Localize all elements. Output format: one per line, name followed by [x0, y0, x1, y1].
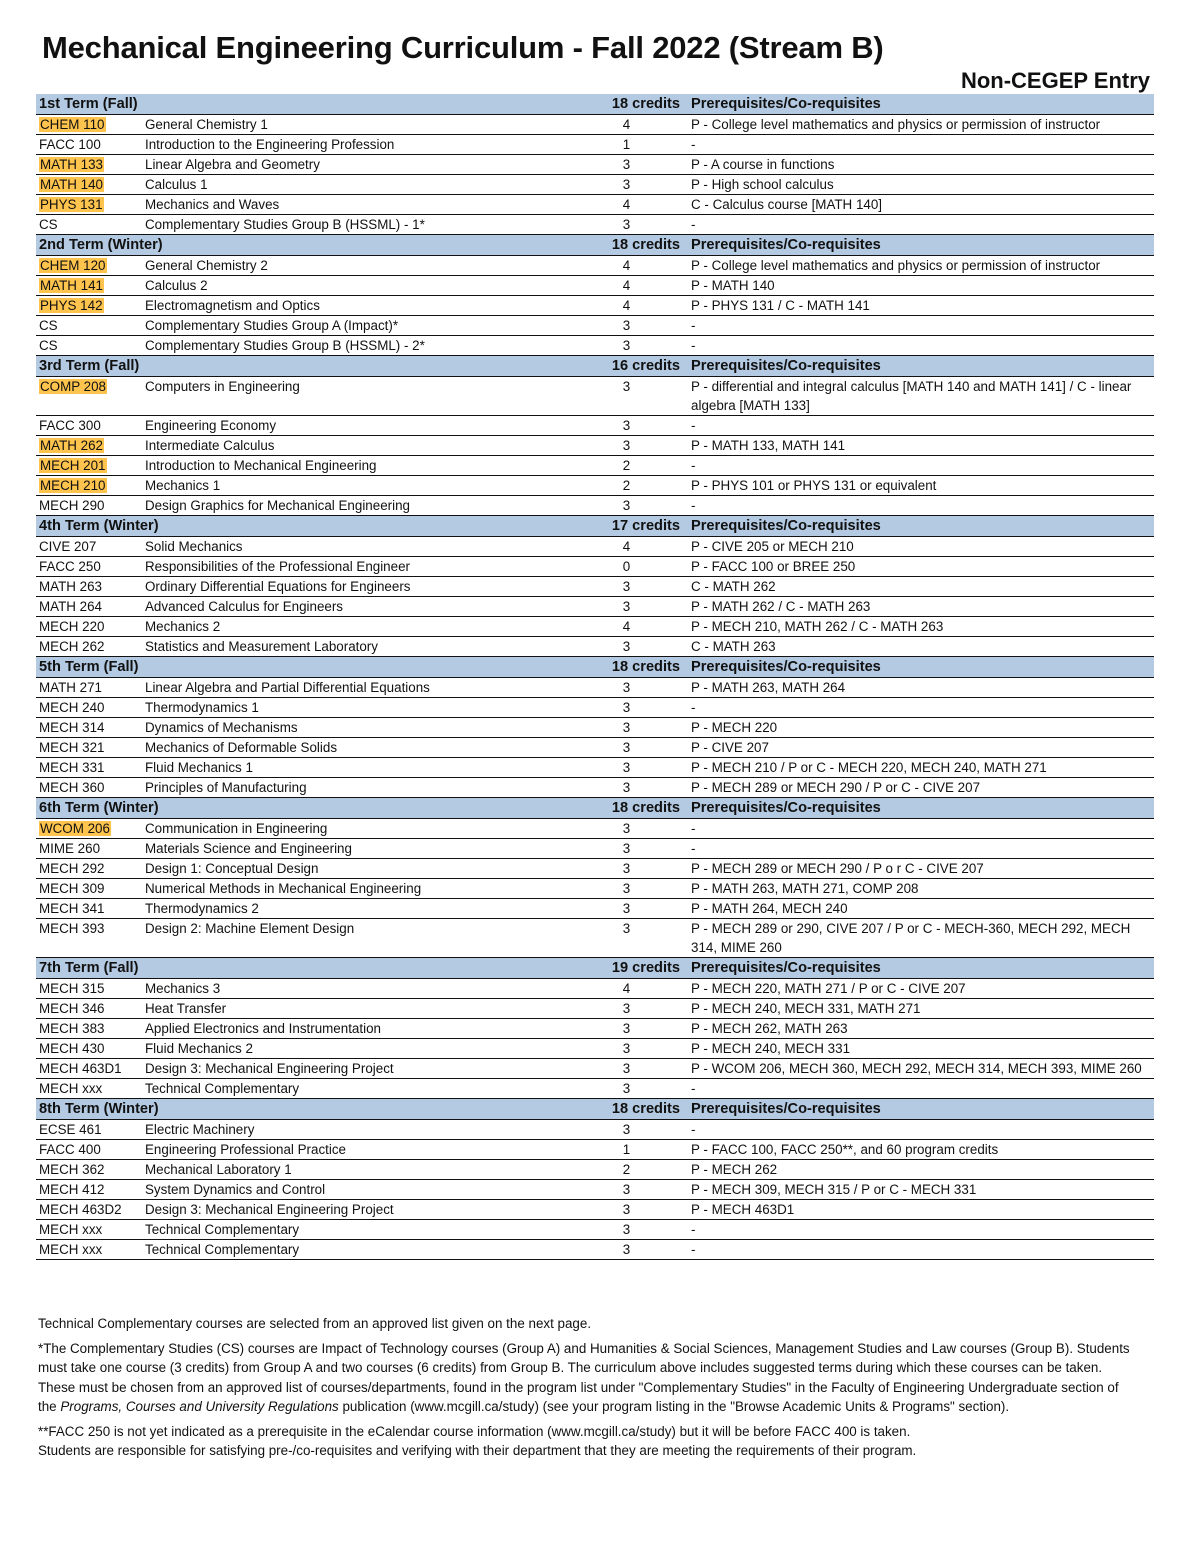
course-row [36, 1240, 1154, 1260]
course-title: Dynamics of Mechanisms [142, 718, 562, 738]
page-title: Mechanical Engineering Curriculum - Fall 2022 (Stream B) [42, 30, 884, 65]
course-title: Engineering Professional Practice [142, 1140, 562, 1160]
course-code: MECH 463D2 [36, 1200, 142, 1220]
course-row [36, 557, 1154, 577]
course-prereq: P - High school calculus [688, 175, 1154, 195]
course-prereq: - [688, 1079, 1154, 1099]
course-title: Computers in Engineering [142, 377, 562, 416]
highlighted-course-code: CHEM 120 [40, 258, 106, 273]
course-row [36, 999, 1154, 1019]
course-code: FACC 250 [36, 557, 142, 577]
course-title: Introduction to the Engineering Profession [142, 135, 562, 155]
course-credits: 0 [562, 557, 688, 577]
term-credits: 18 credits [562, 94, 688, 115]
course-code: MECH 314 [36, 718, 142, 738]
course-row [36, 758, 1154, 778]
course-prereq: P - MATH 140 [688, 276, 1154, 296]
course-code: MECH 360 [36, 778, 142, 798]
term-credits: 18 credits [562, 657, 688, 678]
course-code: CS [36, 316, 142, 336]
course-prereq: - [688, 1220, 1154, 1240]
course-code [36, 195, 142, 215]
course-credits: 3 [562, 999, 688, 1019]
course-code: MECH 292 [36, 859, 142, 879]
term-header-row [36, 798, 1154, 819]
course-row [36, 1039, 1154, 1059]
term-header-row [36, 1099, 1154, 1120]
course-credits: 3 [562, 416, 688, 436]
course-credits: 1 [562, 1140, 688, 1160]
course-row [36, 175, 1154, 195]
note-cs-publication: Programs, Courses and University Regulations [60, 1398, 339, 1414]
course-row [36, 819, 1154, 839]
note-technical-complementary: Technical Complementary courses are selected from an approved list given on the next page. [38, 1316, 592, 1331]
course-code: MECH 262 [36, 637, 142, 657]
course-code [36, 436, 142, 456]
course-prereq: P - MECH 220 [688, 718, 1154, 738]
term-credits: 19 credits [562, 958, 688, 979]
course-row [36, 1200, 1154, 1220]
course-title: Ordinary Differential Equations for Engineers [142, 577, 562, 597]
course-code: FACC 300 [36, 416, 142, 436]
course-prereq: - [688, 456, 1154, 476]
course-credits: 3 [562, 718, 688, 738]
course-prereq: - [688, 215, 1154, 235]
course-credits: 3 [562, 758, 688, 778]
course-code: MECH 240 [36, 698, 142, 718]
course-row [36, 296, 1154, 316]
course-credits: 3 [562, 496, 688, 516]
course-title: Technical Complementary [142, 1240, 562, 1260]
term-credits: 17 credits [562, 516, 688, 537]
course-row [36, 577, 1154, 597]
course-row [36, 336, 1154, 356]
course-row [36, 899, 1154, 919]
course-title: Solid Mechanics [142, 537, 562, 557]
term-header-row [36, 958, 1154, 979]
course-code: MECH 321 [36, 738, 142, 758]
course-title: Communication in Engineering [142, 819, 562, 839]
course-row [36, 215, 1154, 235]
prereq-header: Prerequisites/Co-requisites [688, 958, 1154, 979]
course-prereq: C - MATH 263 [688, 637, 1154, 657]
course-row [36, 155, 1154, 175]
course-title: Linear Algebra and Partial Differential Equations [142, 678, 562, 698]
course-credits: 3 [562, 377, 688, 416]
course-code: MECH 315 [36, 979, 142, 999]
course-title: Technical Complementary [142, 1079, 562, 1099]
highlighted-course-code: MATH 133 [40, 157, 104, 172]
course-credits: 4 [562, 256, 688, 276]
highlighted-course-code: PHYS 131 [40, 197, 103, 212]
term-label: 3rd Term (Fall) [36, 356, 562, 377]
course-row [36, 276, 1154, 296]
course-credits: 2 [562, 1160, 688, 1180]
course-prereq: - [688, 1120, 1154, 1140]
course-code: MECH xxx [36, 1240, 142, 1260]
course-prereq: P - WCOM 206, MECH 360, MECH 292, MECH 314, MECH 393, MIME 260 [688, 1059, 1154, 1079]
highlighted-course-code: CHEM 110 [40, 117, 105, 132]
note-cs-part2: publication (www.mcgill.ca/study) (see your program listing in the "Browse Academic Units & Programs" section). [342, 1398, 1010, 1414]
term-label: 6th Term (Winter) [36, 798, 562, 819]
course-row [36, 879, 1154, 899]
course-prereq: P - FACC 100 or BREE 250 [688, 557, 1154, 577]
course-prereq: P - PHYS 131 / C - MATH 141 [688, 296, 1154, 316]
course-code: ECSE 461 [36, 1120, 142, 1140]
prereq-header: Prerequisites/Co-requisites [688, 1099, 1154, 1120]
course-row [36, 1059, 1154, 1079]
course-credits: 3 [562, 859, 688, 879]
course-credits: 3 [562, 819, 688, 839]
course-title: Thermodynamics 2 [142, 899, 562, 919]
course-title: Fluid Mechanics 2 [142, 1039, 562, 1059]
course-credits: 3 [562, 155, 688, 175]
course-title: Mechanics 1 [142, 476, 562, 496]
course-prereq: C - MATH 262 [688, 577, 1154, 597]
course-prereq: P - College level mathematics and physics or permission of instructor [688, 256, 1154, 276]
course-title: Design 3: Mechanical Engineering Project [142, 1200, 562, 1220]
course-prereq: P - MATH 133, MATH 141 [688, 436, 1154, 456]
course-credits: 4 [562, 276, 688, 296]
course-credits: 4 [562, 979, 688, 999]
course-title: Calculus 1 [142, 175, 562, 195]
highlighted-course-code: WCOM 206 [40, 821, 110, 836]
course-credits: 2 [562, 456, 688, 476]
course-code [36, 476, 142, 496]
course-title: Electric Machinery [142, 1120, 562, 1140]
course-prereq: - [688, 698, 1154, 718]
course-title: Mechanics and Waves [142, 195, 562, 215]
course-code [36, 155, 142, 175]
course-row [36, 1079, 1154, 1099]
course-prereq: P - MECH 240, MECH 331 [688, 1039, 1154, 1059]
course-title: Mechanical Laboratory 1 [142, 1160, 562, 1180]
course-prereq: P - MATH 264, MECH 240 [688, 899, 1154, 919]
course-code: MECH xxx [36, 1220, 142, 1240]
course-credits: 3 [562, 899, 688, 919]
course-credits: 1 [562, 135, 688, 155]
course-prereq: P - MATH 263, MATH 271, COMP 208 [688, 879, 1154, 899]
course-credits: 3 [562, 436, 688, 456]
course-title: System Dynamics and Control [142, 1180, 562, 1200]
course-code: FACC 100 [36, 135, 142, 155]
course-code: CS [36, 215, 142, 235]
highlighted-course-code: COMP 208 [40, 379, 106, 394]
term-label: 2nd Term (Winter) [36, 235, 562, 256]
curriculum-table-body [36, 94, 1154, 1260]
course-code [36, 175, 142, 195]
course-code: MATH 263 [36, 577, 142, 597]
course-prereq: P - A course in functions [688, 155, 1154, 175]
course-prereq: P - MECH 289 or 290, CIVE 207 / P or C - MECH-360, MECH 292, MECH 314, MIME 260 [688, 919, 1154, 958]
course-prereq: - [688, 336, 1154, 356]
course-row [36, 537, 1154, 557]
course-row [36, 1140, 1154, 1160]
course-prereq: - [688, 135, 1154, 155]
course-credits: 4 [562, 617, 688, 637]
course-prereq: - [688, 819, 1154, 839]
course-row [36, 1160, 1154, 1180]
course-title: General Chemistry 1 [142, 115, 562, 135]
course-title: Mechanics of Deformable Solids [142, 738, 562, 758]
term-credits: 16 credits [562, 356, 688, 377]
course-row [36, 617, 1154, 637]
course-prereq: P - MECH 289 or MECH 290 / P o r C - CIVE 207 [688, 859, 1154, 879]
course-row [36, 839, 1154, 859]
course-credits: 3 [562, 1079, 688, 1099]
course-credits: 2 [562, 476, 688, 496]
prereq-header: Prerequisites/Co-requisites [688, 516, 1154, 537]
course-title: Design 3: Mechanical Engineering Project [142, 1059, 562, 1079]
course-row [36, 678, 1154, 698]
note-facc-250: **FACC 250 is not yet indicated as a prerequisite in the eCalendar course information (www.mcgill.ca/study) but it will be before FACC 400 is taken. [38, 1424, 911, 1440]
course-prereq: P - College level mathematics and physics or permission of instructor [688, 115, 1154, 135]
course-code [36, 377, 142, 416]
term-header-row [36, 94, 1154, 115]
course-row [36, 135, 1154, 155]
course-row [36, 115, 1154, 135]
course-prereq: - [688, 839, 1154, 859]
course-code [36, 296, 142, 316]
course-prereq: P - MECH 210 / P or C - MECH 220, MECH 240, MATH 271 [688, 758, 1154, 778]
course-credits: 3 [562, 839, 688, 859]
term-header-row [36, 657, 1154, 678]
course-title: Engineering Economy [142, 416, 562, 436]
course-code [36, 819, 142, 839]
course-code: MIME 260 [36, 839, 142, 859]
course-credits: 3 [562, 738, 688, 758]
course-credits: 3 [562, 919, 688, 958]
course-row [36, 1019, 1154, 1039]
course-row [36, 256, 1154, 276]
course-code: MECH 412 [36, 1180, 142, 1200]
course-title: Technical Complementary [142, 1220, 562, 1240]
course-code: MECH 430 [36, 1039, 142, 1059]
course-prereq: P - differential and integral calculus [MATH 140 and MATH 141] / C - linear algebra [MATH 133] [688, 377, 1154, 416]
course-code: CS [36, 336, 142, 356]
course-credits: 3 [562, 1019, 688, 1039]
course-code: MECH 346 [36, 999, 142, 1019]
course-title: Design 1: Conceptual Design [142, 859, 562, 879]
course-row [36, 1220, 1154, 1240]
course-title: Intermediate Calculus [142, 436, 562, 456]
course-prereq: P - MECH 309, MECH 315 / P or C - MECH 331 [688, 1180, 1154, 1200]
course-row [36, 496, 1154, 516]
curriculum-table [36, 94, 1154, 1260]
course-title: Materials Science and Engineering [142, 839, 562, 859]
course-prereq: P - MECH 220, MATH 271 / P or C - CIVE 207 [688, 979, 1154, 999]
course-title: Linear Algebra and Geometry [142, 155, 562, 175]
course-code: FACC 400 [36, 1140, 142, 1160]
term-header-row [36, 235, 1154, 256]
course-row [36, 1120, 1154, 1140]
course-code: MECH 393 [36, 919, 142, 958]
highlighted-course-code: MATH 141 [40, 278, 104, 293]
course-code: MECH 290 [36, 496, 142, 516]
course-code: MATH 264 [36, 597, 142, 617]
course-code: MECH 309 [36, 879, 142, 899]
course-prereq: P - FACC 100, FACC 250**, and 60 program credits [688, 1140, 1154, 1160]
course-credits: 3 [562, 879, 688, 899]
course-credits: 3 [562, 1059, 688, 1079]
note-complementary-studies [38, 1339, 1138, 1416]
course-title: Heat Transfer [142, 999, 562, 1019]
course-prereq: - [688, 496, 1154, 516]
course-code [36, 456, 142, 476]
course-row [36, 919, 1154, 958]
course-prereq: P - CIVE 207 [688, 738, 1154, 758]
course-row [36, 597, 1154, 617]
course-row [36, 377, 1154, 416]
course-credits: 4 [562, 115, 688, 135]
note-responsibility: Students are responsible for satisfying pre-/co-requisites and verifying with their department that they are meeting the requirements of their program. [38, 1443, 917, 1459]
course-row [36, 1180, 1154, 1200]
course-credits: 3 [562, 637, 688, 657]
footnotes [38, 1314, 1138, 1466]
note-cs-part1: *The Complementary Studies (CS) courses are Impact of Technology courses (Group A) and Humanities & Social Sciences, Management Studies and Law courses (Group B). Students must take one course (3 credits) from Group A and two courses (6 credits) from Group B. The curriculum above includes suggested terms during which these courses can be taken. These must be chosen from an approved list of courses/departments, found in the program list under "Complementary Studies" in the Faculty of Engineering Undergraduate section of the [38, 1341, 1130, 1414]
term-label: 4th Term (Winter) [36, 516, 562, 537]
course-credits: 3 [562, 336, 688, 356]
course-row [36, 195, 1154, 215]
course-row [36, 637, 1154, 657]
course-code: MECH 362 [36, 1160, 142, 1180]
course-row [36, 436, 1154, 456]
term-label: 1st Term (Fall) [36, 94, 562, 115]
term-header-row [36, 516, 1154, 537]
course-prereq: P - MECH 289 or MECH 290 / P or C - CIVE 207 [688, 778, 1154, 798]
course-row [36, 316, 1154, 336]
course-title: Statistics and Measurement Laboratory [142, 637, 562, 657]
highlighted-course-code: PHYS 142 [40, 298, 103, 313]
highlighted-course-code: MECH 201 [40, 458, 106, 473]
course-row [36, 718, 1154, 738]
term-credits: 18 credits [562, 235, 688, 256]
course-title: Responsibilities of the Professional Engineer [142, 557, 562, 577]
term-label: 8th Term (Winter) [36, 1099, 562, 1120]
course-title: Principles of Manufacturing [142, 778, 562, 798]
course-prereq: P - MATH 263, MATH 264 [688, 678, 1154, 698]
course-credits: 3 [562, 1220, 688, 1240]
term-credits: 18 credits [562, 798, 688, 819]
course-code: MATH 271 [36, 678, 142, 698]
course-prereq: P - CIVE 205 or MECH 210 [688, 537, 1154, 557]
page-subtitle: Non-CEGEP Entry [960, 68, 1150, 93]
course-code [36, 276, 142, 296]
course-row [36, 778, 1154, 798]
course-prereq: - [688, 416, 1154, 436]
course-code [36, 256, 142, 276]
course-prereq: - [688, 316, 1154, 336]
course-title: Electromagnetism and Optics [142, 296, 562, 316]
course-prereq: P - PHYS 101 or PHYS 131 or equivalent [688, 476, 1154, 496]
course-credits: 3 [562, 1120, 688, 1140]
prereq-header: Prerequisites/Co-requisites [688, 94, 1154, 115]
course-credits: 4 [562, 296, 688, 316]
course-title: Introduction to Mechanical Engineering [142, 456, 562, 476]
course-credits: 3 [562, 597, 688, 617]
course-title: Complementary Studies Group B (HSSML) - 2* [142, 336, 562, 356]
course-row [36, 859, 1154, 879]
course-credits: 3 [562, 698, 688, 718]
term-label: 7th Term (Fall) [36, 958, 562, 979]
course-credits: 3 [562, 1200, 688, 1220]
highlighted-course-code: MATH 262 [40, 438, 104, 453]
prereq-header: Prerequisites/Co-requisites [688, 657, 1154, 678]
course-prereq: P - MECH 262, MATH 263 [688, 1019, 1154, 1039]
term-credits: 18 credits [562, 1099, 688, 1120]
course-prereq: P - MECH 240, MECH 331, MATH 271 [688, 999, 1154, 1019]
course-title: Thermodynamics 1 [142, 698, 562, 718]
course-prereq: C - Calculus course [MATH 140] [688, 195, 1154, 215]
course-title: Mechanics 2 [142, 617, 562, 637]
course-credits: 3 [562, 778, 688, 798]
course-title: Mechanics 3 [142, 979, 562, 999]
course-title: Applied Electronics and Instrumentation [142, 1019, 562, 1039]
course-credits: 3 [562, 1180, 688, 1200]
term-label: 5th Term (Fall) [36, 657, 562, 678]
course-title: Fluid Mechanics 1 [142, 758, 562, 778]
course-row [36, 698, 1154, 718]
course-credits: 4 [562, 195, 688, 215]
course-credits: 4 [562, 537, 688, 557]
course-code [36, 115, 142, 135]
course-row [36, 416, 1154, 436]
course-credits: 3 [562, 175, 688, 195]
course-prereq: P - MECH 210, MATH 262 / C - MATH 263 [688, 617, 1154, 637]
course-row [36, 738, 1154, 758]
course-prereq: P - MECH 463D1 [688, 1200, 1154, 1220]
term-header-row [36, 356, 1154, 377]
course-credits: 3 [562, 215, 688, 235]
course-title: Numerical Methods in Mechanical Engineering [142, 879, 562, 899]
course-prereq: P - MATH 262 / C - MATH 263 [688, 597, 1154, 617]
course-row [36, 476, 1154, 496]
course-credits: 3 [562, 577, 688, 597]
course-credits: 3 [562, 1039, 688, 1059]
course-title: Design Graphics for Mechanical Engineering [142, 496, 562, 516]
course-row [36, 456, 1154, 476]
course-code: MECH 220 [36, 617, 142, 637]
course-code: CIVE 207 [36, 537, 142, 557]
course-row [36, 979, 1154, 999]
course-code: MECH 341 [36, 899, 142, 919]
prereq-header: Prerequisites/Co-requisites [688, 798, 1154, 819]
highlighted-course-code: MATH 140 [40, 177, 104, 192]
course-prereq: - [688, 1240, 1154, 1260]
course-credits: 3 [562, 1240, 688, 1260]
course-code: MECH xxx [36, 1079, 142, 1099]
highlighted-course-code: MECH 210 [40, 478, 106, 493]
prereq-header: Prerequisites/Co-requisites [688, 356, 1154, 377]
course-code: MECH 331 [36, 758, 142, 778]
course-credits: 3 [562, 678, 688, 698]
course-title: Design 2: Machine Element Design [142, 919, 562, 958]
course-title: General Chemistry 2 [142, 256, 562, 276]
course-prereq: P - MECH 262 [688, 1160, 1154, 1180]
course-code: MECH 463D1 [36, 1059, 142, 1079]
course-title: Advanced Calculus for Engineers [142, 597, 562, 617]
course-title: Complementary Studies Group A (Impact)* [142, 316, 562, 336]
course-code: MECH 383 [36, 1019, 142, 1039]
course-title: Complementary Studies Group B (HSSML) - 1* [142, 215, 562, 235]
course-credits: 3 [562, 316, 688, 336]
course-title: Calculus 2 [142, 276, 562, 296]
prereq-header: Prerequisites/Co-requisites [688, 235, 1154, 256]
